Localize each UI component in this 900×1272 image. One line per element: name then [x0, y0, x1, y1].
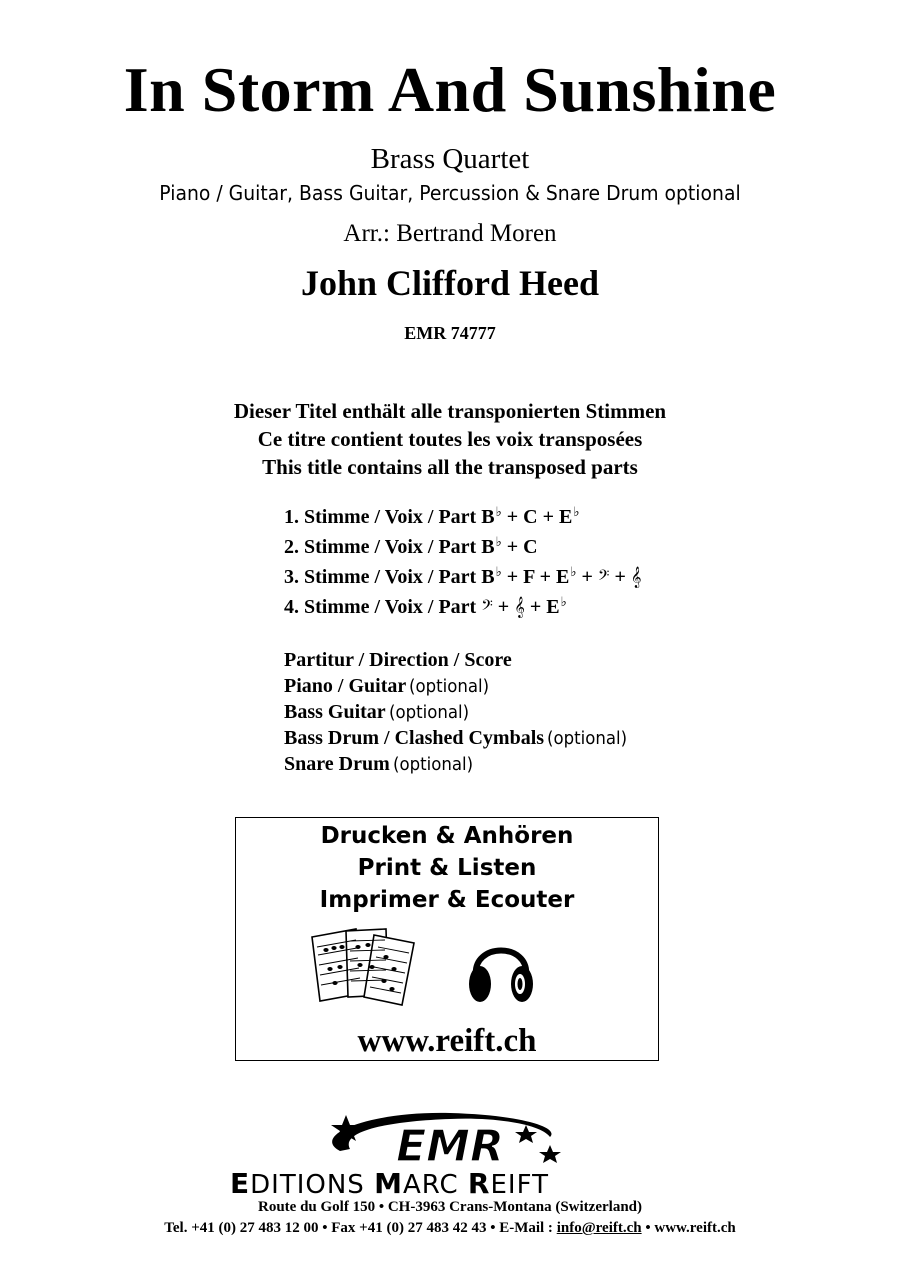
extra-name: Bass Guitar	[284, 701, 386, 723]
part-item	[284, 498, 642, 528]
headphones-icon	[466, 928, 536, 1008]
print-listen-box	[235, 817, 659, 1061]
sheet-music-icon	[308, 923, 420, 1007]
publisher-initial: E	[230, 1167, 251, 1200]
instrumentation: Piano / Guitar, Bass Guitar, Percussion & Snare Drum optional	[159, 181, 741, 205]
bass-clef-icon: 𝄢	[481, 597, 493, 618]
part-item	[284, 558, 642, 588]
part-keys: 𝄢 + 𝄞 + E♭	[481, 595, 567, 618]
part-item	[284, 528, 642, 558]
part-keys: B♭ + F + E♭ + 𝄢 + 𝄞	[481, 565, 642, 588]
note-english: This title contains all the transposed parts	[262, 455, 638, 479]
bass-clef-icon: 𝄢	[597, 567, 610, 588]
extra-name: Snare Drum	[284, 753, 390, 775]
part-label: 2. Stimme / Voix / Part	[284, 536, 477, 558]
arranger: Arr.: Bertrand Moren	[343, 220, 557, 247]
promo-line-french: Imprimer & Ecouter	[319, 887, 575, 913]
part-item	[284, 588, 642, 618]
flat-sign: ♭	[570, 565, 577, 580]
note-french: Ce titre contient toutes les voix transposées	[257, 427, 643, 451]
extra-item	[284, 751, 634, 777]
flat-sign: ♭	[495, 565, 502, 580]
publisher-contact	[0, 1218, 900, 1238]
extras-list	[284, 647, 634, 777]
extra-name: Bass Drum / Clashed Cymbals	[284, 727, 545, 749]
contact-website: • www.reift.ch	[641, 1220, 736, 1236]
extra-note: (optional)	[409, 676, 490, 697]
extra-item	[284, 699, 634, 725]
publisher-address: Route du Golf 150 • CH-3963 Crans-Montana (Switzerland)	[258, 1199, 642, 1215]
page-title: In Storm And Sunshine	[123, 54, 777, 125]
promo-line-german: Drucken & Anhören	[320, 823, 574, 849]
part-label: 1. Stimme / Voix / Part	[284, 506, 477, 528]
treble-clef-icon: 𝄞	[630, 567, 642, 588]
treble-clef-icon: 𝄞	[514, 597, 525, 618]
promo-url-link[interactable]: www.reift.ch	[357, 1023, 537, 1059]
extra-name: Partitur / Direction / Score	[284, 649, 512, 671]
contact-phone-fax: Tel. +41 (0) 27 483 12 00 • Fax +41 (0) 27 483 42 43 • E-Mail :	[164, 1220, 557, 1236]
subtitle: Brass Quartet	[370, 143, 530, 175]
flat-sign: ♭	[560, 595, 567, 610]
extra-item	[284, 673, 634, 699]
promo-line-english: Print & Listen	[357, 855, 537, 881]
composer: John Clifford Heed	[300, 263, 599, 303]
publisher-name: EDITIONS MARC REIFT	[230, 1167, 549, 1200]
emr-logo-text: EMR	[396, 1121, 504, 1172]
part-label: 4. Stimme / Voix / Part	[284, 596, 477, 618]
emr-logo	[300, 1105, 600, 1175]
extra-note: (optional)	[392, 754, 473, 775]
extra-item	[284, 647, 634, 673]
extra-note: (optional)	[547, 728, 628, 749]
publisher-initial: R	[467, 1167, 491, 1200]
extra-note: (optional)	[388, 702, 469, 723]
flat-sign: ♭	[495, 535, 502, 550]
extra-item	[284, 725, 634, 751]
publisher-initial: M	[374, 1167, 403, 1200]
catalog-number: EMR 74777	[404, 323, 496, 343]
part-label: 3. Stimme / Voix / Part	[284, 566, 477, 588]
part-keys: B♭ + C + E♭	[481, 505, 580, 528]
flat-sign: ♭	[495, 505, 502, 520]
parts-list	[284, 498, 642, 618]
flat-sign: ♭	[573, 505, 580, 520]
extra-name: Piano / Guitar	[284, 675, 407, 697]
email-link[interactable]: info@reift.ch	[556, 1220, 642, 1236]
note-german: Dieser Titel enthält alle transponierten Stimmen	[233, 399, 667, 423]
part-keys: B♭ + C	[481, 535, 538, 558]
